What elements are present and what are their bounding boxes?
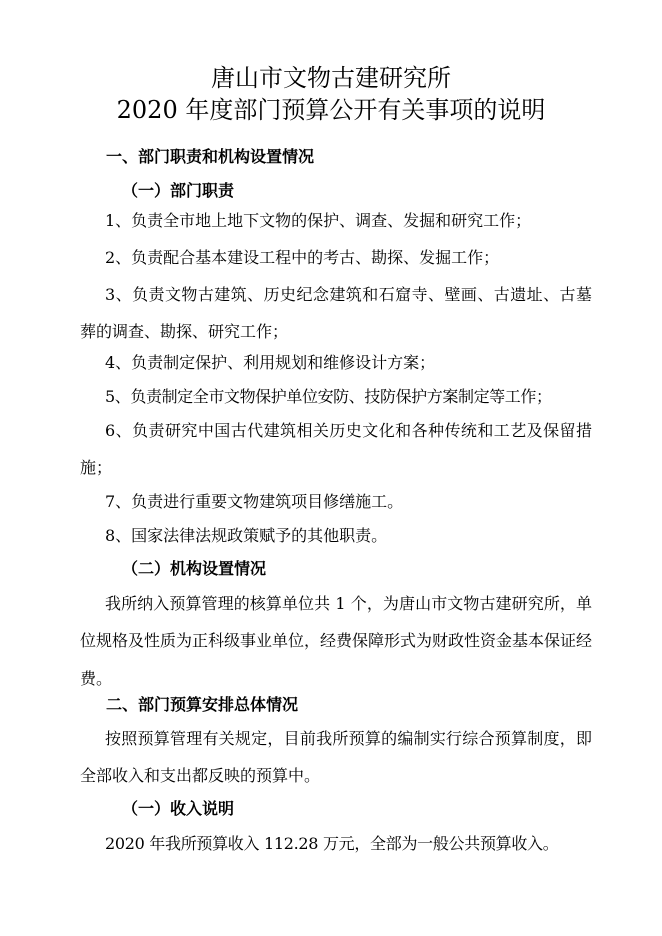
- institution-paragraph: 我所纳入预算管理的核算单位共 1 个，为唐山市文物古建研究所，单位规格及性质为正科级事业单位，经费保障形式为财政性资金基本保证经费。: [80, 594, 593, 688]
- document-title-line2: 2020 年度部门预算公开有关事项的说明: [116, 96, 546, 124]
- duty-item-1: 1、负责全市地上地下文物的保护、调查、发掘和研究工作；: [105, 211, 532, 230]
- duty-item-3: 3、负责文物古建筑、历史纪念建筑和石窟寺、壁画、古遗址、古墓葬的调查、勘探、研究工作；: [80, 285, 592, 342]
- duty-item-6: 6、负责研究中国古代建筑相关历史文化和各种传统和工艺及保留措施；: [80, 421, 592, 478]
- duty-item-5: 5、负责制定全市文物保护单位安防、技防保护方案制定等工作；: [105, 387, 552, 406]
- section1-sub2-heading: （二）机构设置情况: [122, 559, 267, 578]
- section1-heading: 一、部门职责和机构设置情况: [106, 147, 315, 166]
- document-title-line1: 唐山市文物古建研究所: [211, 64, 451, 92]
- section2-heading: 二、部门预算安排总体情况: [106, 695, 299, 714]
- duty-item-8: 8、国家法律法规政策赋予的其他职责。: [105, 526, 388, 545]
- income-paragraph: 2020 年我所预算收入 112.28 万元，全部为一般公共预算收入。: [105, 834, 559, 853]
- duty-item-4: 4、负责制定保护、利用规划和维修设计方案；: [105, 353, 436, 372]
- budget-overview-paragraph: 按照预算管理有关规定，目前我所预算的编制实行综合预算制度，即全部收入和支出都反映的预算中。: [80, 729, 592, 786]
- duty-item-7: 7、负责进行重要文物建筑项目修缮施工。: [105, 492, 404, 511]
- section2-sub1-heading: （一）收入说明: [122, 799, 235, 818]
- section1-sub1-heading: （一）部门职责: [122, 181, 235, 200]
- duty-item-2: 2、负责配合基本建设工程中的考古、勘探、发掘工作；: [105, 248, 500, 267]
